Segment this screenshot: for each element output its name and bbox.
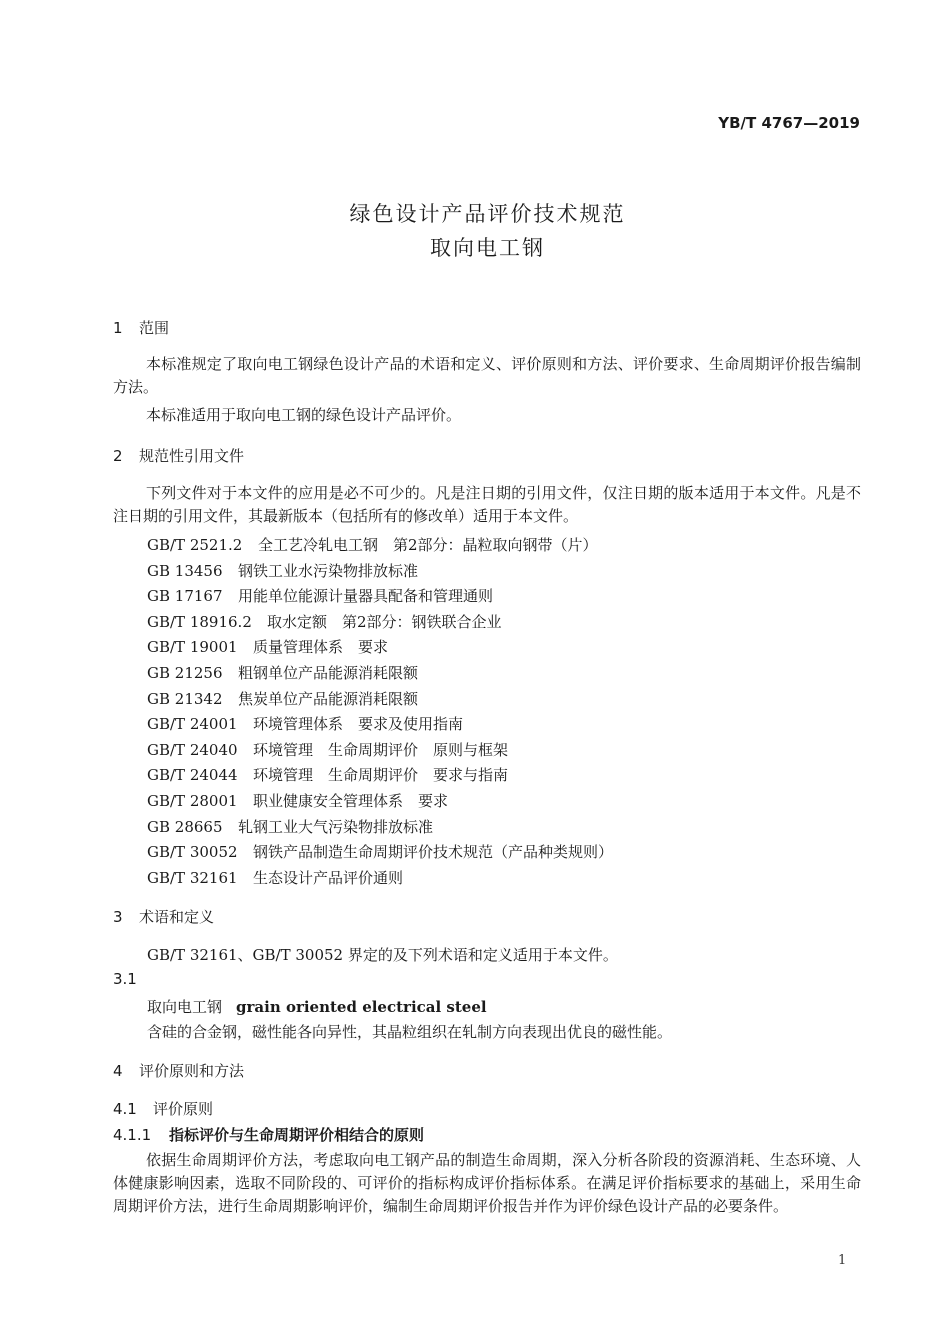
reference-title: 全工艺冷轧电工钢 第2部分：晶粒取向钢带（片） bbox=[258, 536, 598, 554]
reference-item bbox=[147, 662, 418, 683]
reference-item bbox=[147, 790, 448, 811]
reference-item bbox=[147, 534, 598, 555]
page-number: 1 bbox=[838, 1253, 847, 1268]
section-1-paragraph-2: 本标准适用于取向电工钢的绿色设计产品评价。 bbox=[146, 406, 462, 424]
subsection-title: 评价原则 bbox=[153, 1100, 214, 1118]
section-1-heading bbox=[113, 317, 169, 338]
reference-item bbox=[147, 611, 502, 632]
reference-title: 取水定额 第2部分：钢铁联合企业 bbox=[267, 613, 502, 631]
reference-title: 质量管理体系 要求 bbox=[253, 638, 389, 656]
subsection-title: 指标评价与生命周期评价相结合的原则 bbox=[169, 1126, 425, 1144]
term-heading bbox=[147, 996, 487, 1017]
reference-item bbox=[147, 739, 508, 760]
subsection-4-1-1-heading bbox=[113, 1124, 424, 1145]
reference-title: 环境管理 生命周期评价 要求与指南 bbox=[253, 766, 509, 784]
section-2-intro: 下列文件对于本文件的应用是必不可少的。凡是注日期的引用文件，仅注日期的版本适用于本文件。凡是不注日期的引用文件，其最新版本（包括所有的修改单）适用于本文件。 bbox=[113, 484, 861, 525]
section-title: 规范性引用文件 bbox=[139, 447, 245, 465]
term-chinese: 取向电工钢 bbox=[147, 998, 223, 1016]
document-subtitle: 取向电工钢 bbox=[430, 236, 545, 260]
reference-item bbox=[147, 841, 613, 862]
reference-title: 钢铁工业水污染物排放标准 bbox=[238, 562, 419, 580]
reference-code: GB 21342 bbox=[147, 690, 223, 708]
reference-item bbox=[147, 816, 433, 837]
reference-code: GB/T 19001 bbox=[147, 638, 238, 656]
reference-code: GB/T 24040 bbox=[147, 741, 238, 759]
reference-title: 用能单位能源计量器具配备和管理通则 bbox=[238, 587, 494, 605]
reference-item bbox=[147, 585, 493, 606]
section-title: 范围 bbox=[139, 319, 170, 337]
reference-code: GB/T 24001 bbox=[147, 715, 238, 733]
term-definition: 含硅的合金钢，磁性能各向异性，其晶粒组织在轧制方向表现出优良的磁性能。 bbox=[147, 1023, 673, 1041]
subsection-number: 4.1 bbox=[113, 1100, 137, 1118]
section-number: 3 bbox=[113, 908, 123, 926]
reference-code: GB/T 32161 bbox=[147, 869, 238, 887]
document-title: 绿色设计产品评价技术规范 bbox=[349, 202, 626, 226]
reference-item bbox=[147, 688, 418, 709]
term-number: 3.1 bbox=[113, 970, 137, 988]
section-number: 4 bbox=[113, 1062, 123, 1080]
reference-code: GB/T 30052 bbox=[147, 843, 238, 861]
section-number: 2 bbox=[113, 447, 123, 465]
reference-item bbox=[147, 636, 388, 657]
section-title: 术语和定义 bbox=[139, 908, 215, 926]
reference-title: 环境管理体系 要求及使用指南 bbox=[253, 715, 464, 733]
term-english: grain oriented electrical steel bbox=[236, 998, 487, 1016]
reference-code: GB/T 18916.2 bbox=[147, 613, 252, 631]
reference-title: 焦炭单位产品能源消耗限额 bbox=[238, 690, 419, 708]
section-3-heading bbox=[113, 906, 214, 927]
subsection-4-1-heading bbox=[113, 1098, 213, 1119]
reference-title: 粗钢单位产品能源消耗限额 bbox=[238, 664, 419, 682]
reference-title: 职业健康安全管理体系 要求 bbox=[253, 792, 449, 810]
section-1-paragraph-1: 本标准规定了取向电工钢绿色设计产品的术语和定义、评价原则和方法、评价要求、生命周期评价报告编制方法。 bbox=[113, 355, 861, 396]
section-3-intro: GB/T 32161、GB/T 30052 界定的及下列术语和定义适用于本文件。 bbox=[147, 946, 618, 964]
section-4-1-1-paragraph: 依据生命周期评价方法，考虑取向电工钢产品的制造生命周期，深入分析各阶段的资源消耗、生态环境、人体健康影响因素，选取不同阶段的、可评价的指标构成评价指标体系。在满足评价指标要求的基础上，采用生命周期评价方法，进行生命周期影响评价，编制生命周期评价报告并作为评价绿色设计产品的必要条件。 bbox=[113, 1151, 861, 1215]
reference-code: GB 21256 bbox=[147, 664, 223, 682]
reference-code: GB 17167 bbox=[147, 587, 223, 605]
standard-code: YB/T 4767—2019 bbox=[718, 114, 860, 132]
section-number: 1 bbox=[113, 319, 123, 337]
subsection-number: 4.1.1 bbox=[113, 1126, 152, 1144]
reference-code: GB/T 2521.2 bbox=[147, 536, 243, 554]
section-title: 评价原则和方法 bbox=[139, 1062, 245, 1080]
reference-code: GB/T 28001 bbox=[147, 792, 238, 810]
section-2-heading bbox=[113, 445, 244, 466]
reference-title: 钢铁产品制造生命周期评价技术规范（产品种类规则） bbox=[253, 843, 614, 861]
section-4-heading bbox=[113, 1060, 244, 1081]
reference-item bbox=[147, 764, 508, 785]
reference-item bbox=[147, 713, 463, 734]
reference-title: 生态设计产品评价通则 bbox=[253, 869, 404, 887]
reference-code: GB 28665 bbox=[147, 818, 223, 836]
reference-code: GB/T 24044 bbox=[147, 766, 238, 784]
reference-title: 环境管理 生命周期评价 原则与框架 bbox=[253, 741, 509, 759]
reference-item bbox=[147, 560, 418, 581]
reference-item bbox=[147, 867, 403, 888]
reference-title: 轧钢工业大气污染物排放标准 bbox=[238, 818, 434, 836]
reference-code: GB 13456 bbox=[147, 562, 223, 580]
